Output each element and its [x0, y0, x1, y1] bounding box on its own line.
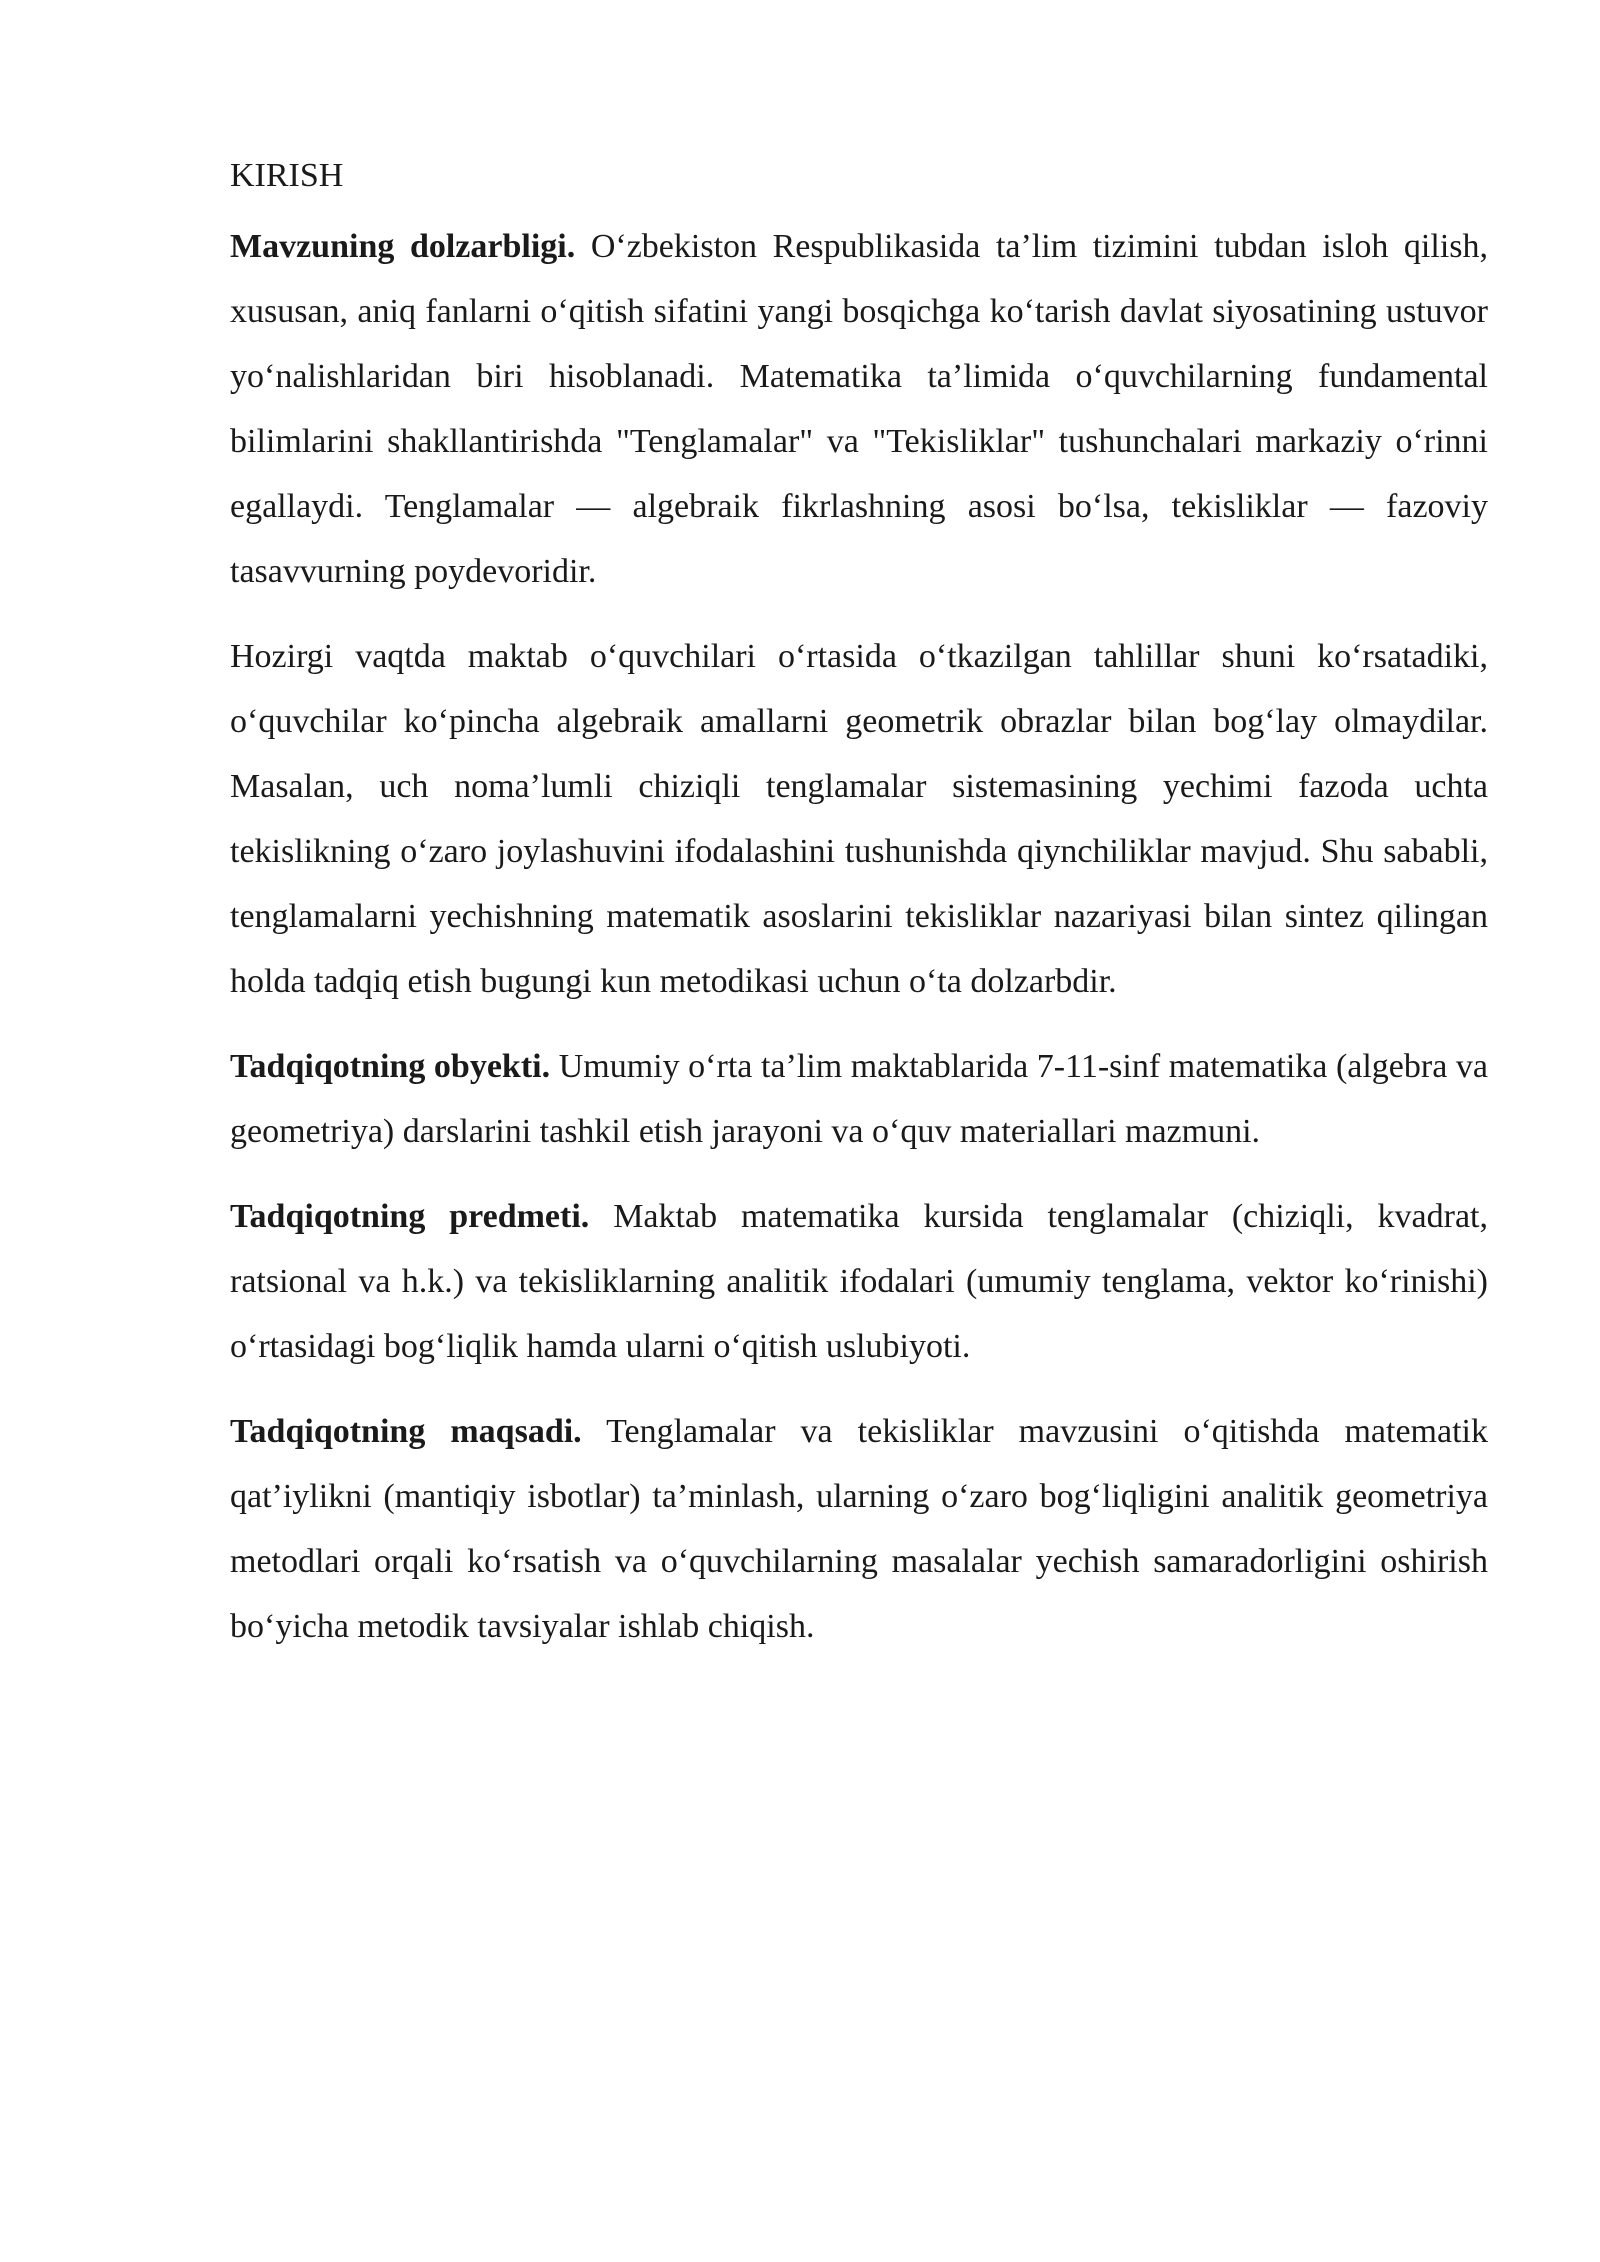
paragraph-goal	[230, 1399, 1488, 1659]
paragraph-subject	[230, 1184, 1488, 1379]
document-page	[230, 150, 1488, 1679]
paragraph-lead: Tadqiqotning predmeti.	[230, 1198, 590, 1235]
section-heading: KIRISH	[230, 157, 344, 194]
paragraph-text: O‘zbekiston Respublikasida ta’lim tizimini tubdan isloh qilish, xususan, aniq fanlarni o‘qitish sifatini yangi bosqichga ko‘tarish davlat siyosatining ustuvor yo‘nalishlaridan biri hisoblanadi. Matematika ta’limida o‘quvchilarning fundamental bilimlarini shakllantirishda "Tenglamalar" va "Tekisliklar" tushunchalari markaziy o‘rinni egallaydi. Tenglamalar — algebraik fikrlashning asosi bo‘lsa, tekisliklar — fazoviy tasavvurning poydevoridir.	[230, 228, 1488, 590]
paragraph-lead: Tadqiqotning obyekti.	[230, 1048, 551, 1085]
paragraph-object	[230, 1034, 1488, 1164]
paragraph-current-state	[230, 624, 1488, 1014]
paragraph-text: Tenglamalar va tekisliklar mavzusini o‘qitishda matematik qat’iylikni (mantiqiy isbotlar) ta’minlash, ularning o‘zaro bog‘liqligini analitik geometriya metodlari orqali ko‘rsatish va o‘quvchilarning masalalar yechish samaradorligini oshirish bo‘yicha metodik tavsiyalar ishlab chiqish.	[230, 1413, 1488, 1645]
paragraph-text: Umumiy o‘rta ta’lim maktablarida 7-11-sinf matematika (algebra va geometriya) darslarini tashkil etish jarayoni va o‘quv materiallari mazmuni.	[230, 1048, 1488, 1150]
paragraph-text: Maktab matematika kursida tenglamalar (chiziqli, kvadrat, ratsional va h.k.) va tekisliklarning analitik ifodalari (umumiy tenglama, vektor ko‘rinishi) o‘rtasidagi bog‘liqlik hamda ularni o‘qitish uslubiyoti.	[230, 1198, 1488, 1365]
paragraph-text: Hozirgi vaqtda maktab o‘quvchilari o‘rtasida o‘tkazilgan tahlillar shuni ko‘rsatadiki, o‘quvchilar ko‘pincha algebraik amallarni geometrik obrazlar bilan bog‘lay olmaydilar. Masalan, uch noma’lumli chiziqli tenglamalar sistemasining yechimi fazoda uchta tekislikning o‘zaro joylashuvini ifodalashini tushunishda qiynchiliklar mavjud. Shu sababli, tenglamalarni yechishning matematik asoslarini tekisliklar nazariyasi bilan sintez qilingan holda tadqiq etish bugungi kun metodikasi uchun o‘ta dolzarbdir.	[230, 638, 1488, 1000]
paragraph-lead: Tadqiqotning maqsadi.	[230, 1413, 582, 1450]
paragraph-lead: Mavzuning dolzarbligi.	[230, 228, 576, 265]
paragraph-relevance	[230, 214, 1488, 604]
